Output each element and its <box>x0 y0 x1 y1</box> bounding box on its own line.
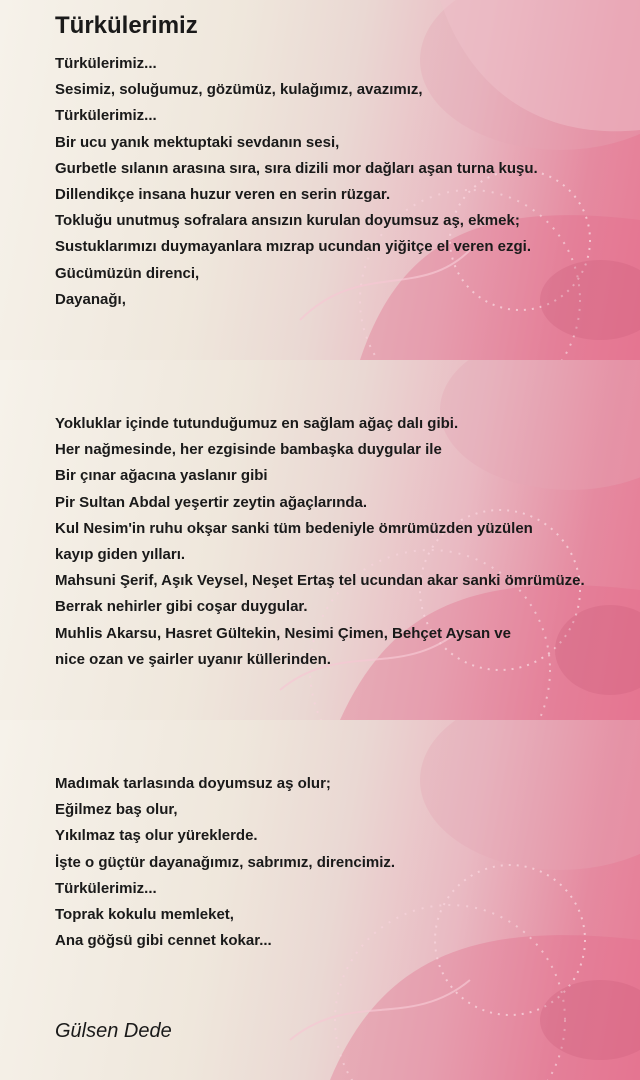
poem-line: Türkülerimiz... <box>55 879 157 897</box>
poem-line: Bir çınar ağacına yaslanır gibi <box>55 467 268 485</box>
stanza-2 <box>55 411 585 673</box>
poem-line: Sesimiz, soluğumuz, gözümüz, kulağımız, avazımız, <box>55 81 423 99</box>
poem-line: Türkülerimiz... <box>55 107 157 125</box>
stanza-1 <box>55 51 538 313</box>
poem-line: kayıp giden yılları. <box>55 546 186 564</box>
poem-line: Muhlis Akarsu, Hasret Gültekin, Nesimi Çimen, Behçet Aysan ve <box>55 624 511 642</box>
poem-line: Türkülerimiz... <box>55 55 157 72</box>
poem-title: Türkülerimiz <box>55 12 198 39</box>
poem-line: Dillendikçe insana huzur veren en serin rüzgar. <box>55 186 391 204</box>
poem-line: Berrak nehirler gibi coşar duygular. <box>55 598 308 616</box>
poem-line: Mahsuni Şerif, Aşık Veysel, Neşet Ertaş tel ucundan akar sanki ömrümüze. <box>55 572 585 590</box>
poem-line: İşte o güçtür dayanağımız, sabrımız, direncimiz. <box>55 853 396 871</box>
poem-line: Toprak kokulu memleket, <box>55 906 234 924</box>
stanza-3 <box>55 771 395 954</box>
poem-line: Pir Sultan Abdal yeşertir zeytin ağaçlarında. <box>55 493 368 511</box>
poem-line: Tokluğu unutmuş sofralara ansızın kurulan doyumsuz aş, ekmek; <box>55 212 520 230</box>
author-name: Gülsen Dede <box>55 1020 172 1042</box>
poem-line: Dayanağı, <box>55 290 126 308</box>
poem-line: Bir ucu yanık mektuptaki sevdanın sesi, <box>55 133 340 151</box>
poem-line: Gurbetle sılanın arasına sıra, sıra dizili mor dağları aşan turna kuşu. <box>55 159 538 177</box>
poem-line: Kul Nesim'in ruhu okşar sanki tüm bedeniyle ömrümüzden yüzülen <box>55 519 533 537</box>
poem-line: Yokluklar içinde tutunduğumuz en sağlam ağaç dalı gibi. <box>55 415 459 432</box>
poem-line: Her nağmesinde, her ezgisinde bambaşka duygular ile <box>55 441 442 459</box>
poem-line: Gücümüzün direnci, <box>55 264 200 282</box>
poem-line: Ana göğsü gibi cennet kokar... <box>55 932 272 950</box>
poem-line: Eğilmez baş olur, <box>55 801 178 819</box>
poem-line: Yıkılmaz taş olur yüreklerde. <box>55 827 258 845</box>
poem-line: nice ozan ve şairler uyanır küllerinden. <box>55 650 331 668</box>
poem-line: Sustuklarımızı duymayanlara mızrap ucundan yiğitçe el veren ezgi. <box>55 238 531 256</box>
poem-line: Madımak tarlasında doyumsuz aş olur; <box>55 775 331 792</box>
